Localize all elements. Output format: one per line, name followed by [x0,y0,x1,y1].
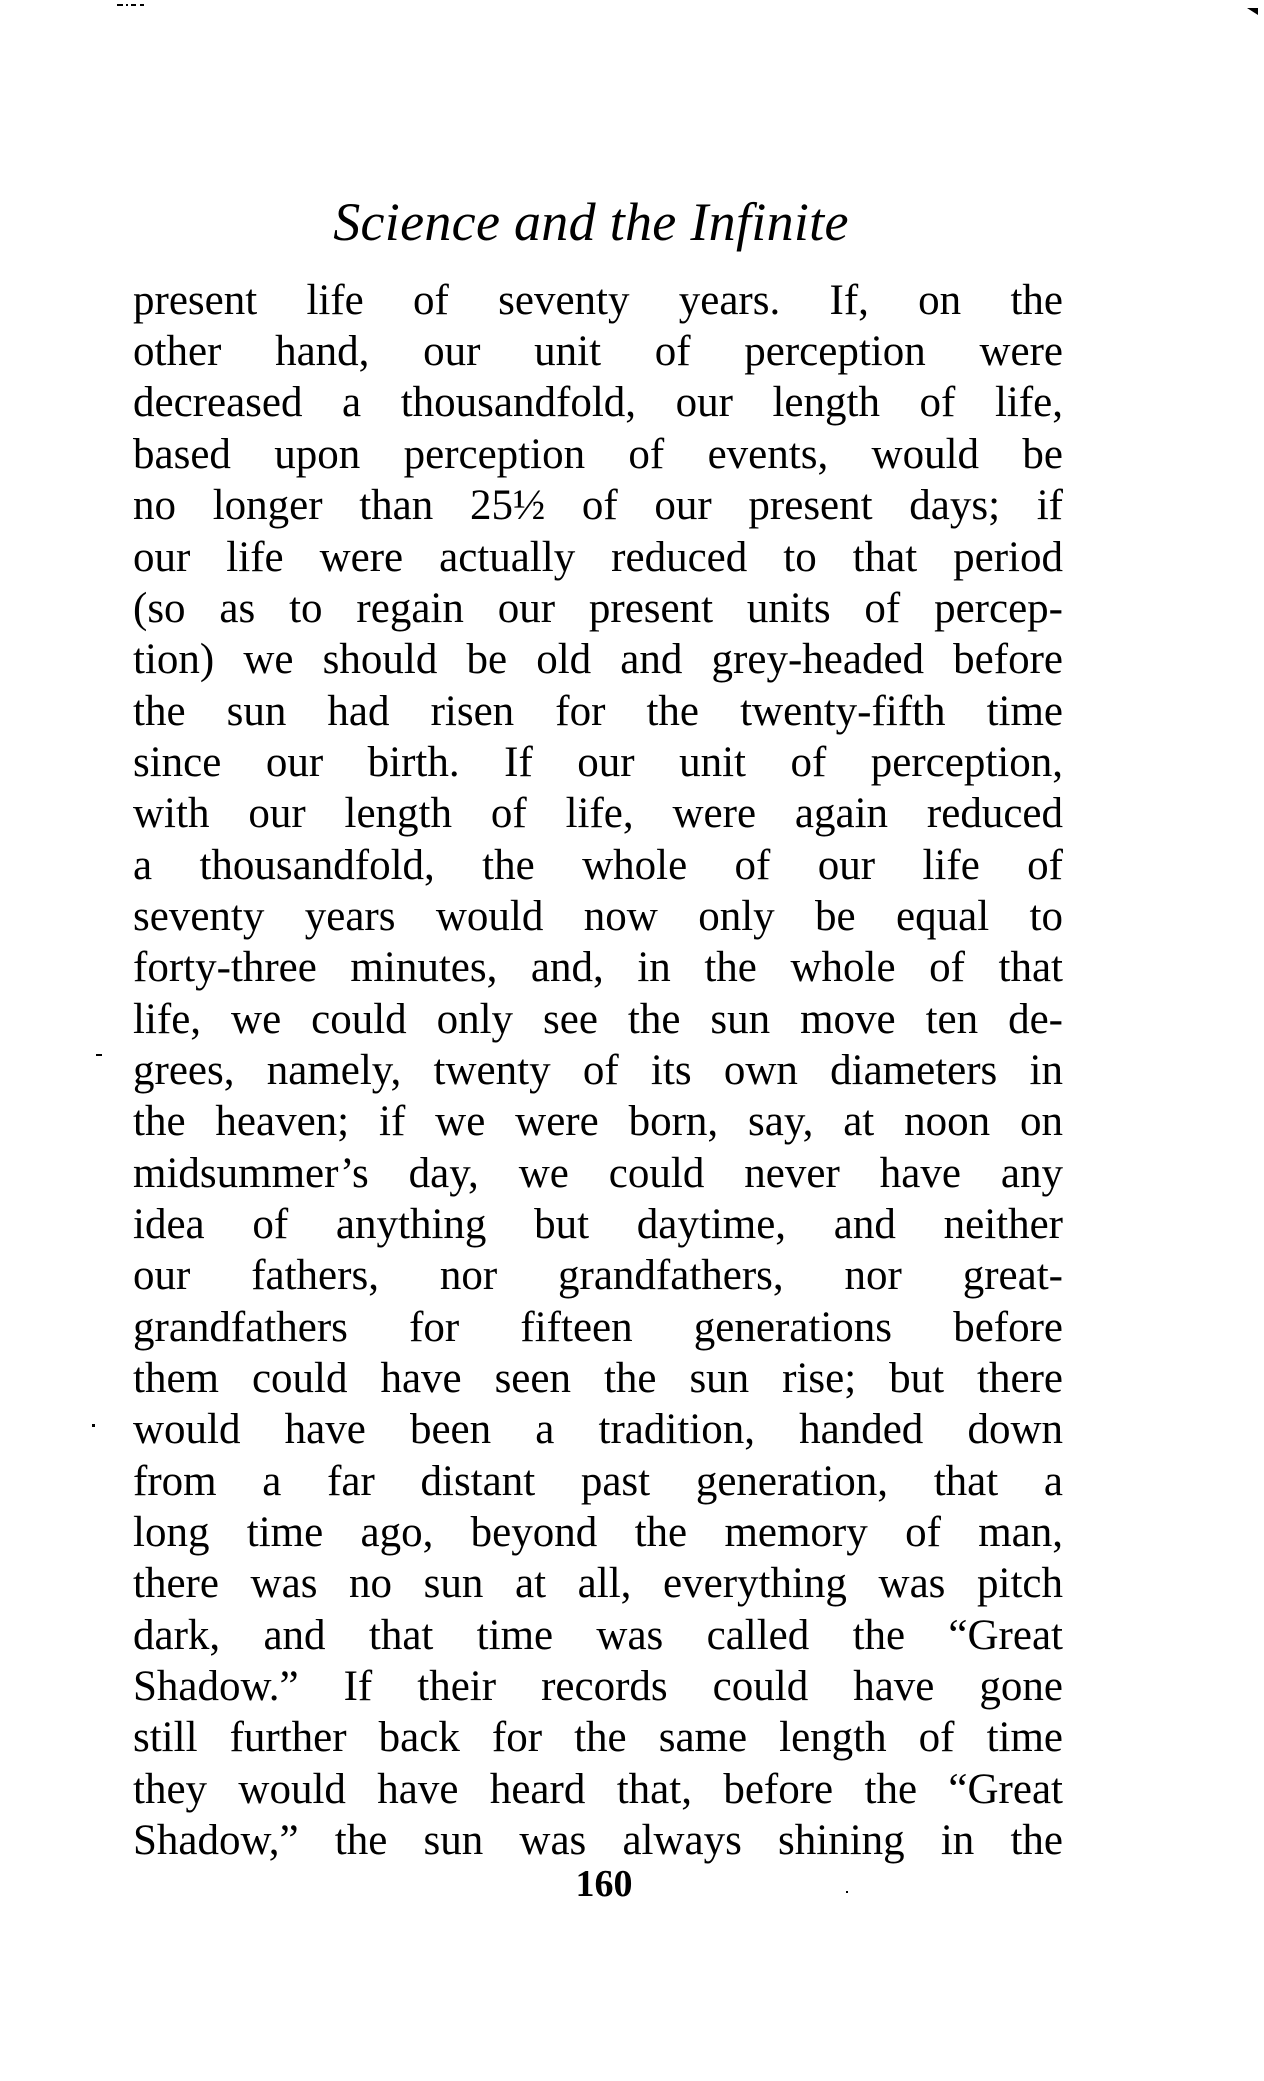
text-line: (so as to regain our present units of percep- [133,584,1063,632]
text-line: the sun had risen for the twenty-fifth time [133,687,1063,735]
text-line: life, we could only see the sun move ten de- [133,995,1063,1043]
text-line: since our birth. If our unit of perception, [133,738,1063,786]
text-line: would have been a tradition, handed down [133,1406,1063,1454]
text-line: decreased a thousandfold, our length of life, [133,379,1063,427]
scan-speck-top-left-3 [131,4,136,6]
text-line: long time ago, beyond the memory of man, [133,1509,1063,1557]
text-line: grees, namely, twenty of its own diameters in [133,1046,1063,1094]
text-line: Shadow,” the sun was always shining in the [133,1817,1063,1865]
text-line: the heaven; if we were born, say, at noon on [133,1098,1063,1146]
text-line: no longer than 25½ of our present days; if [133,482,1063,530]
text-line: our life were actually reduced to that period [133,533,1063,581]
text-line: based upon perception of events, would be [133,430,1063,478]
scan-speck-top-left-2 [126,4,128,6]
running-head-title: Science and the Infinite [333,192,849,252]
text-line: present life of seventy years. If, on the [133,276,1063,324]
body-paragraph [133,275,1063,1867]
text-line: our fathers, nor grandfathers, nor great- [133,1252,1063,1300]
text-line: other hand, our unit of perception were [133,328,1063,376]
text-line: them could have seen the sun rise; but there [133,1355,1063,1403]
text-line: tion) we should be old and grey-headed before [133,636,1063,684]
text-line: seventy years would now only be equal to [133,892,1063,940]
scan-speck-near-folio [846,1891,848,1893]
text-line: grandfathers for fifteen generations before [133,1303,1063,1351]
text-line: they would have heard that, before the “Great [133,1765,1063,1813]
text-line: a thousandfold, the whole of our life of [133,841,1063,889]
text-line: forty-three minutes, and, in the whole of that [133,944,1063,992]
text-line: there was no sun at all, everything was pitch [133,1560,1063,1608]
text-line: with our length of life, were again reduced [133,790,1063,838]
scan-speck-margin-dot [92,1424,95,1427]
text-line: from a far distant past generation, that a [133,1457,1063,1505]
scan-corner-mark [1247,8,1258,15]
text-line: still further back for the same length of time [133,1714,1063,1762]
scan-speck-top-left [117,4,123,6]
text-line: midsummer’s day, we could never have any [133,1149,1063,1197]
text-line: idea of anything but daytime, and neither [133,1200,1063,1248]
scan-speck-top-left-4 [140,4,144,6]
text-line: dark, and that time was called the “Great [133,1611,1063,1659]
scan-speck-margin-dash [96,1054,102,1056]
text-line: Shadow.” If their records could have gone [133,1663,1063,1711]
page-number: 160 [575,1863,633,1905]
